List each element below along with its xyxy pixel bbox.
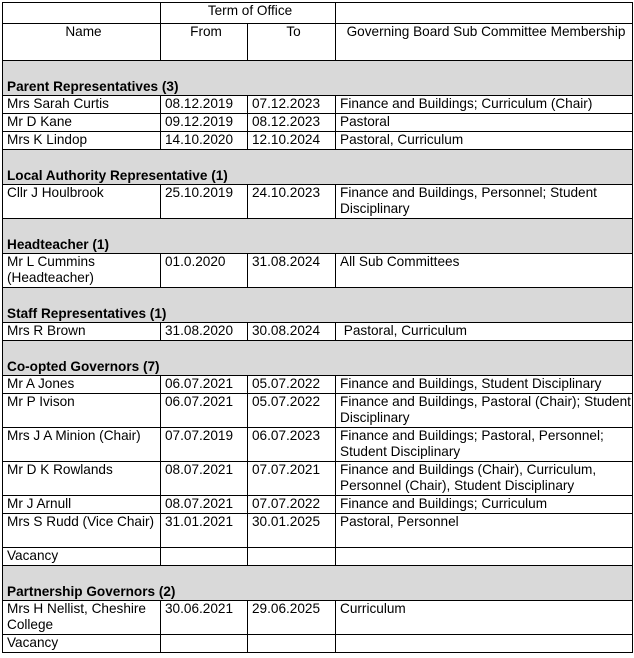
member-name: Mr J Arnull	[3, 496, 161, 514]
member-name: Mrs J A Minion (Chair)	[3, 428, 161, 462]
term-to	[248, 548, 336, 566]
section-header	[3, 566, 633, 601]
term-to	[248, 635, 336, 653]
term-from: 01.0.2020	[161, 254, 248, 288]
term-to: 06.07.2023	[248, 428, 336, 462]
section-title: Staff Representatives (1)	[3, 288, 633, 323]
term-to: 12.10.2024	[248, 132, 336, 150]
member-name: Mrs Sarah Curtis	[3, 96, 161, 114]
table-row	[3, 428, 633, 462]
table-row	[3, 132, 633, 150]
committee-membership: Finance and Buildings, Pastoral (Chair); Student Disciplinary	[336, 394, 633, 428]
member-name: Mrs R Brown	[3, 323, 161, 341]
committee-membership: Finance and Buildings; Pastoral, Personnel; Student Disciplinary	[336, 428, 633, 462]
committee-membership: Finance and Buildings; Curriculum (Chair)	[336, 96, 633, 114]
membership-header: Governing Board Sub Committee Membership	[336, 24, 633, 61]
section-title: Local Authority Representative (1)	[3, 150, 633, 185]
member-name: Mr D Kane	[3, 114, 161, 132]
section-title: Co-opted Governors (7)	[3, 341, 633, 376]
to-header: To	[248, 24, 336, 61]
committee-membership	[336, 635, 633, 653]
term-to: 07.12.2023	[248, 96, 336, 114]
member-name: Vacancy	[3, 635, 161, 653]
member-name: Mrs K Lindop	[3, 132, 161, 150]
committee-membership: Pastoral, Personnel	[336, 514, 633, 548]
committee-membership: All Sub Committees	[336, 254, 633, 288]
table-row	[3, 96, 633, 114]
term-to: 31.08.2024	[248, 254, 336, 288]
term-to: 07.07.2022	[248, 496, 336, 514]
term-from: 06.07.2021	[161, 376, 248, 394]
term-from: 31.08.2020	[161, 323, 248, 341]
term-from	[161, 548, 248, 566]
term-to: 07.07.2021	[248, 462, 336, 496]
name-header: Name	[3, 24, 161, 61]
term-from: 08.07.2021	[161, 462, 248, 496]
term-of-office-header: Term of Office	[161, 3, 336, 24]
section-header	[3, 341, 633, 376]
term-to: 24.10.2023	[248, 185, 336, 219]
table-row	[3, 514, 633, 548]
section-header	[3, 288, 633, 323]
committee-membership: Finance and Buildings; Curriculum	[336, 496, 633, 514]
from-header: From	[161, 24, 248, 61]
member-name: Mr P Ivison	[3, 394, 161, 428]
term-from: 31.01.2021	[161, 514, 248, 548]
committee-membership: Finance and Buildings (Chair), Curriculum, Personnel (Chair), Student Disciplinary	[336, 462, 633, 496]
section-title: Headteacher (1)	[3, 219, 633, 254]
committee-membership	[336, 548, 633, 566]
member-name: Mrs S Rudd (Vice Chair)	[3, 514, 161, 548]
section-title: Parent Representatives (3)	[3, 61, 633, 96]
committee-membership: Pastoral, Curriculum	[336, 132, 633, 150]
table-row	[3, 394, 633, 428]
member-name: Mr D K Rowlands	[3, 462, 161, 496]
section-title: Partnership Governors (2)	[3, 566, 633, 601]
header-blank-cell	[3, 3, 161, 24]
term-to: 05.07.2022	[248, 394, 336, 428]
committee-membership: Curriculum	[336, 601, 633, 635]
table-row	[3, 548, 633, 566]
table-row	[3, 185, 633, 219]
section-header	[3, 150, 633, 185]
table-row	[3, 496, 633, 514]
term-from	[161, 635, 248, 653]
term-to: 05.07.2022	[248, 376, 336, 394]
member-name: Mr A Jones	[3, 376, 161, 394]
table-row	[3, 376, 633, 394]
header-row-2	[3, 24, 633, 61]
member-name: Cllr J Houlbrook	[3, 185, 161, 219]
term-to: 30.01.2025	[248, 514, 336, 548]
table-row	[3, 462, 633, 496]
term-from: 06.07.2021	[161, 394, 248, 428]
term-from: 14.10.2020	[161, 132, 248, 150]
term-to: 29.06.2025	[248, 601, 336, 635]
member-name: Mr L Cummins (Headteacher)	[3, 254, 161, 288]
committee-membership: Finance and Buildings, Student Disciplinary	[336, 376, 633, 394]
table-row	[3, 601, 633, 635]
table-row	[3, 254, 633, 288]
term-from: 30.06.2021	[161, 601, 248, 635]
table-row	[3, 114, 633, 132]
table-row	[3, 635, 633, 653]
term-from: 08.07.2021	[161, 496, 248, 514]
term-from: 09.12.2019	[161, 114, 248, 132]
governors-table	[2, 2, 633, 653]
committee-membership: Pastoral, Curriculum	[336, 323, 633, 341]
committee-membership: Finance and Buildings, Personnel; Student Disciplinary	[336, 185, 633, 219]
term-from: 25.10.2019	[161, 185, 248, 219]
committee-membership: Pastoral	[336, 114, 633, 132]
term-from: 08.12.2019	[161, 96, 248, 114]
header-blank-cell	[336, 3, 633, 24]
member-name: Vacancy	[3, 548, 161, 566]
term-from: 07.07.2019	[161, 428, 248, 462]
member-name: Mrs H Nellist, Cheshire College	[3, 601, 161, 635]
section-header	[3, 61, 633, 96]
section-header	[3, 219, 633, 254]
header-row-1	[3, 3, 633, 24]
table-row	[3, 323, 633, 341]
term-to: 08.12.2023	[248, 114, 336, 132]
term-to: 30.08.2024	[248, 323, 336, 341]
